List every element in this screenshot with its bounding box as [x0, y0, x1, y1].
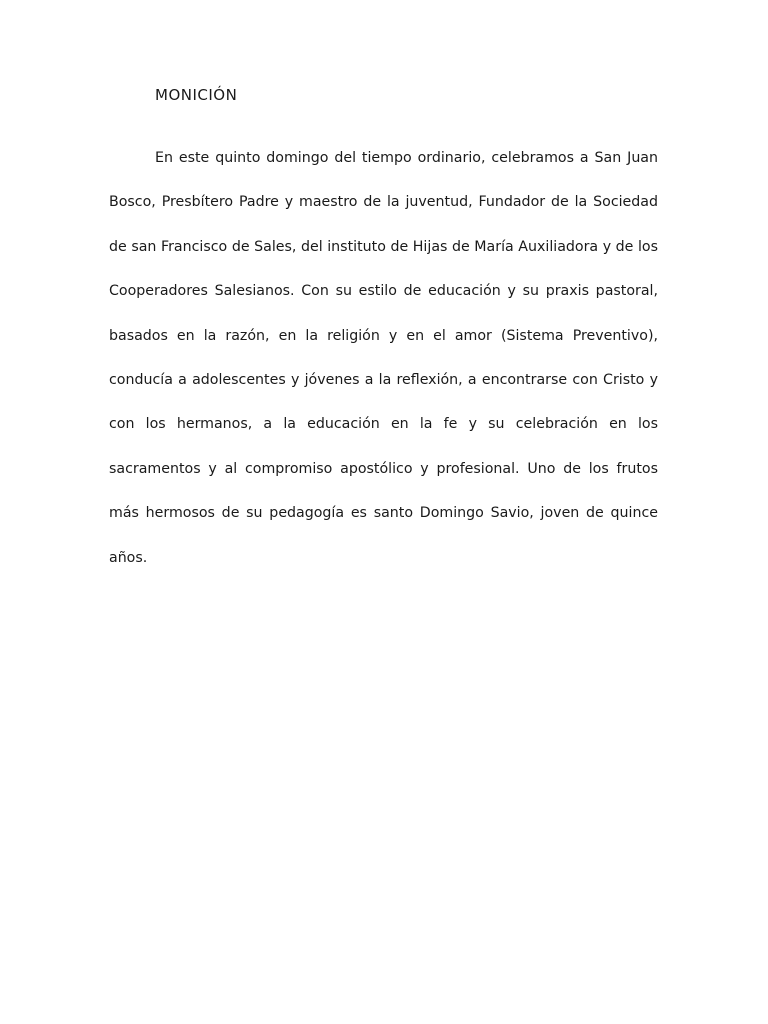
- document-heading: MONICIÓN: [155, 86, 238, 104]
- document-paragraph: En este quinto domingo del tiempo ordinario, celebramos a San Juan Bosco, Presbítero Padre y maestro de la juventud, Fundador de la Sociedad de san Francisco de Sales, del instituto de Hijas de María Auxiliadora y de los Cooperadores Salesianos. Con su estilo de educación y su praxis pastoral, basados en la razón, en la religión y en el amor (Sistema Preventivo), conducía a adolescentes y jóvenes a la reflexión, a encontrarse con Cristo y con los hermanos, a la educación en la fe y su celebración en los sacramentos y al compromiso apostólico y profesional. Uno de los frutos más hermosos de su pedagogía es santo Domingo Savio, joven de quince años.: [109, 150, 658, 566]
